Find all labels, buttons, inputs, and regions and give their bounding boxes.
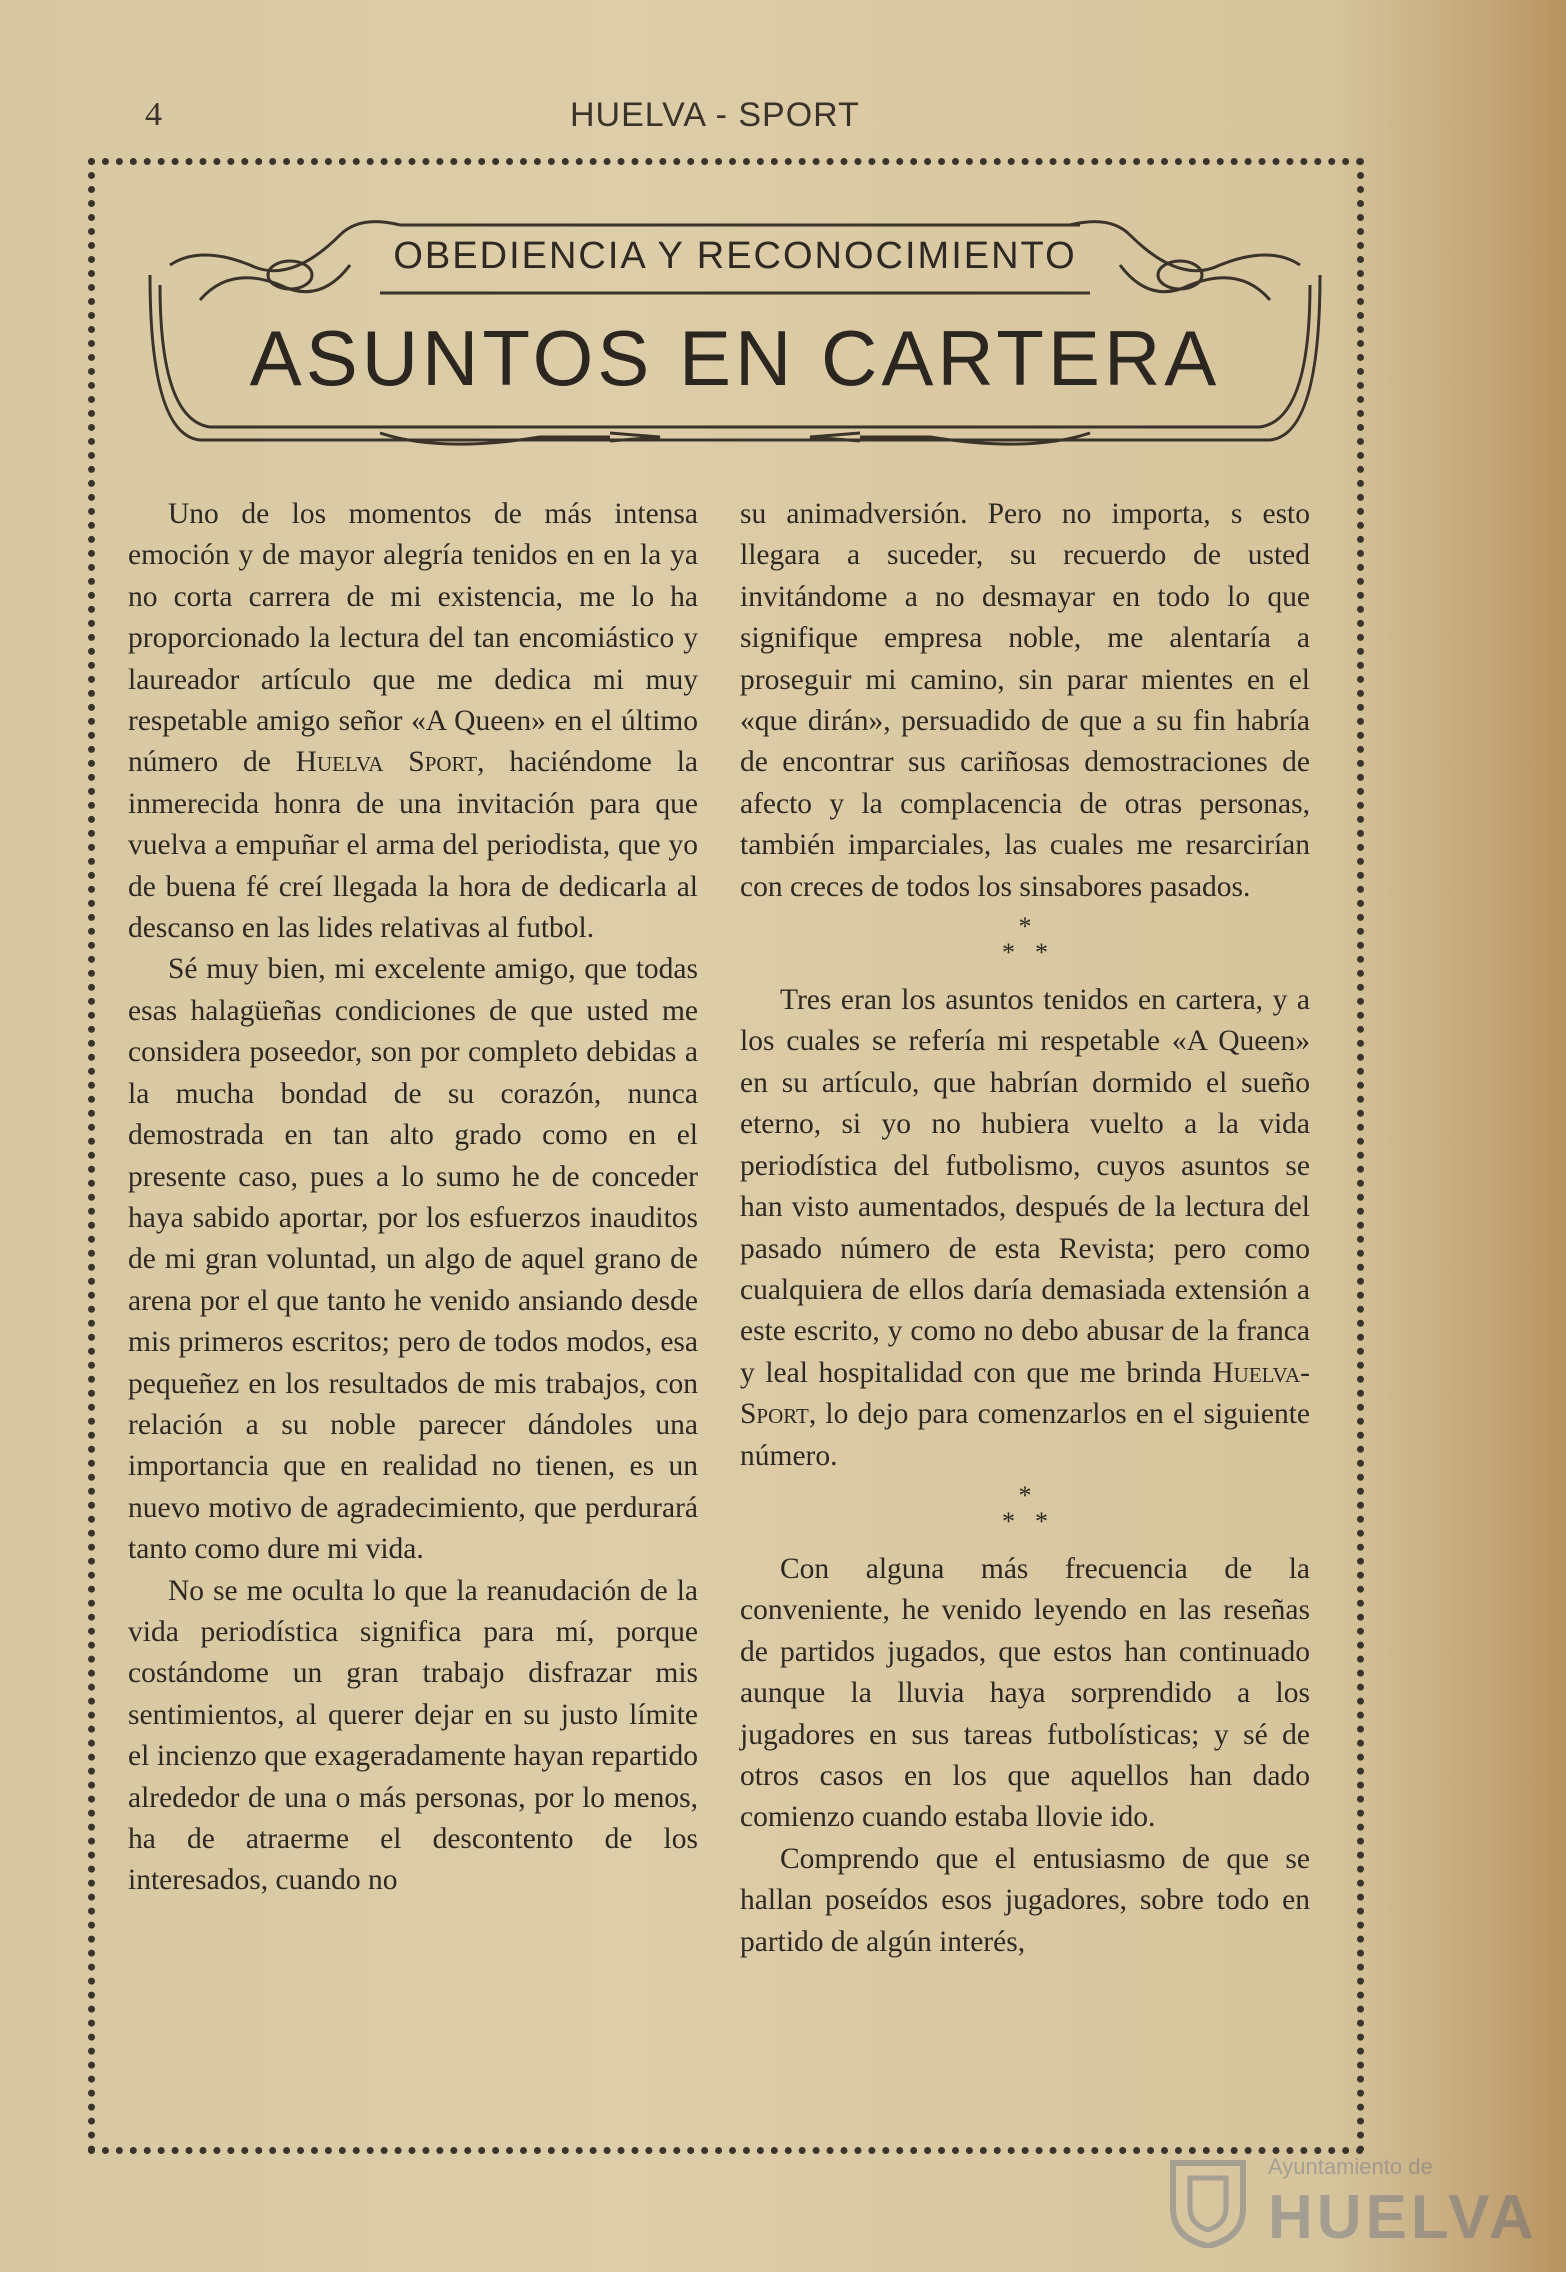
paragraph: Sé muy bien, mi excelente amigo, que todas esas halagüeñas condiciones de que usted me considera poseedor, son por completo debidas a la mucha bondad de su corazón, nunca demostrada en tan alto grado como en el presente caso, pues a lo sumo he de conceder haya sabido aportar, por los esfuerzos inauditos de mi gran voluntad, un algo de aquel grano de arena por el que tanto he venido ansiando desde mis primeros escritos; pero de todos modos, esa pequeñez en los resultados de mis trabajos, con relación a su noble parecer dándoles una importancia que en realidad no tienen, es un nuevo motivo de agradecimiento, que perdurará tanto como dure mi vida. [128,953,698,1566]
asterism-separator: * ** [1002,1480,1068,1536]
right-column [740,494,1310,1963]
subtitle: OBEDIENCIA Y RECONOCIMIENTO [393,235,1077,277]
page-number: 4 [145,96,162,133]
paragraph: Uno de los momentos de más intensa emoción y de mayor alegría tenidos en en la ya no corta carrera de mi existencia, me lo ha proporcionado la lectura del tan encomiástico y laureador artículo que me dedica mi muy respetable amigo señor «A Queen» en el último número de Huelva Sport, haciéndome la inmerecida honra de una invitación para que vuelva a empuñar el arma del periodista, que yo de buena fé creí llegada la hora de dedicarla al descanso en las lides relativas al futbol. [128,498,698,945]
paragraph: Tres eran los asuntos tenidos en cartera, y a los cuales se refería mi respetable «A Queen» en su artículo, que habrían dormido el sueño eterno, si yo no hubiera vuelto a la vida periodística del futbolismo, cuyos asuntos se han visto aumentados, después de la lectura del pasado número de esta Revista; pero como cualquiera de ellos daría demasiada extensión a este escrito, y como no debo abusar de la franca y leal hospitalidad con que me brinda Huelva-Sport, lo dejo para comenzarlos en el siguiente número. [740,984,1310,1472]
watermark [1168,2148,1548,2258]
article-title: ASUNTOS EN CARTERA [249,314,1221,402]
watermark-city: HUELVA [1268,2183,1538,2252]
paragraph: No se me oculta lo que la reanudación de la vida periodística significa para mí, porque costándome un gran trabajo disfrazar mis sentimientos, al querer dejar en su justo límite el incienzo que exageradamente hayan repartido alrededor de una o más personas, por lo menos, ha de atraerme el descontento de los interesados, cuando no [128,1574,698,1897]
running-title: HUELVA - SPORT [570,96,860,134]
asterism-separator: * ** [1002,912,1068,968]
watermark-text: Ayuntamiento de [1268,2154,1433,2179]
publication-name: Huelva-Sport [740,1356,1310,1431]
shield-icon [1168,2158,1248,2248]
paragraph: su animadversión. Pero no importa, s esto llegara a suceder, su recuerdo de usted invitándome a no desmayar en todo lo que signifique empresa noble, me alentaría a proseguir mi camino, sin parar mientes en el «que dirán», persuadido de que a su fin habría de encontrar sus cariñosas demostraciones de afecto y la complacencia de otras personas, también imparciales, las cuales me resarcirían con creces de todos los sinsabores pasados. [740,498,1310,903]
paragraph: Comprendo que el entusiasmo de que se hallan poseídos esos jugadores, sobre todo en partido de algún interés, [740,1842,1310,1958]
paragraph: Con alguna más frecuencia de la conveniente, he venido leyendo en las reseñas de partidos jugados, que estos han continuado aunque la lluvia haya sorprendido a los jugadores en sus tareas futbolísticas; y sé de otros casos en los que aquellos han dado comienzo cuando estaba llovie ido. [740,1552,1310,1834]
title-cartouche [140,205,1330,475]
page-header [0,96,1566,140]
left-column [128,494,698,1902]
publication-name: Huelva Sport [295,746,478,779]
